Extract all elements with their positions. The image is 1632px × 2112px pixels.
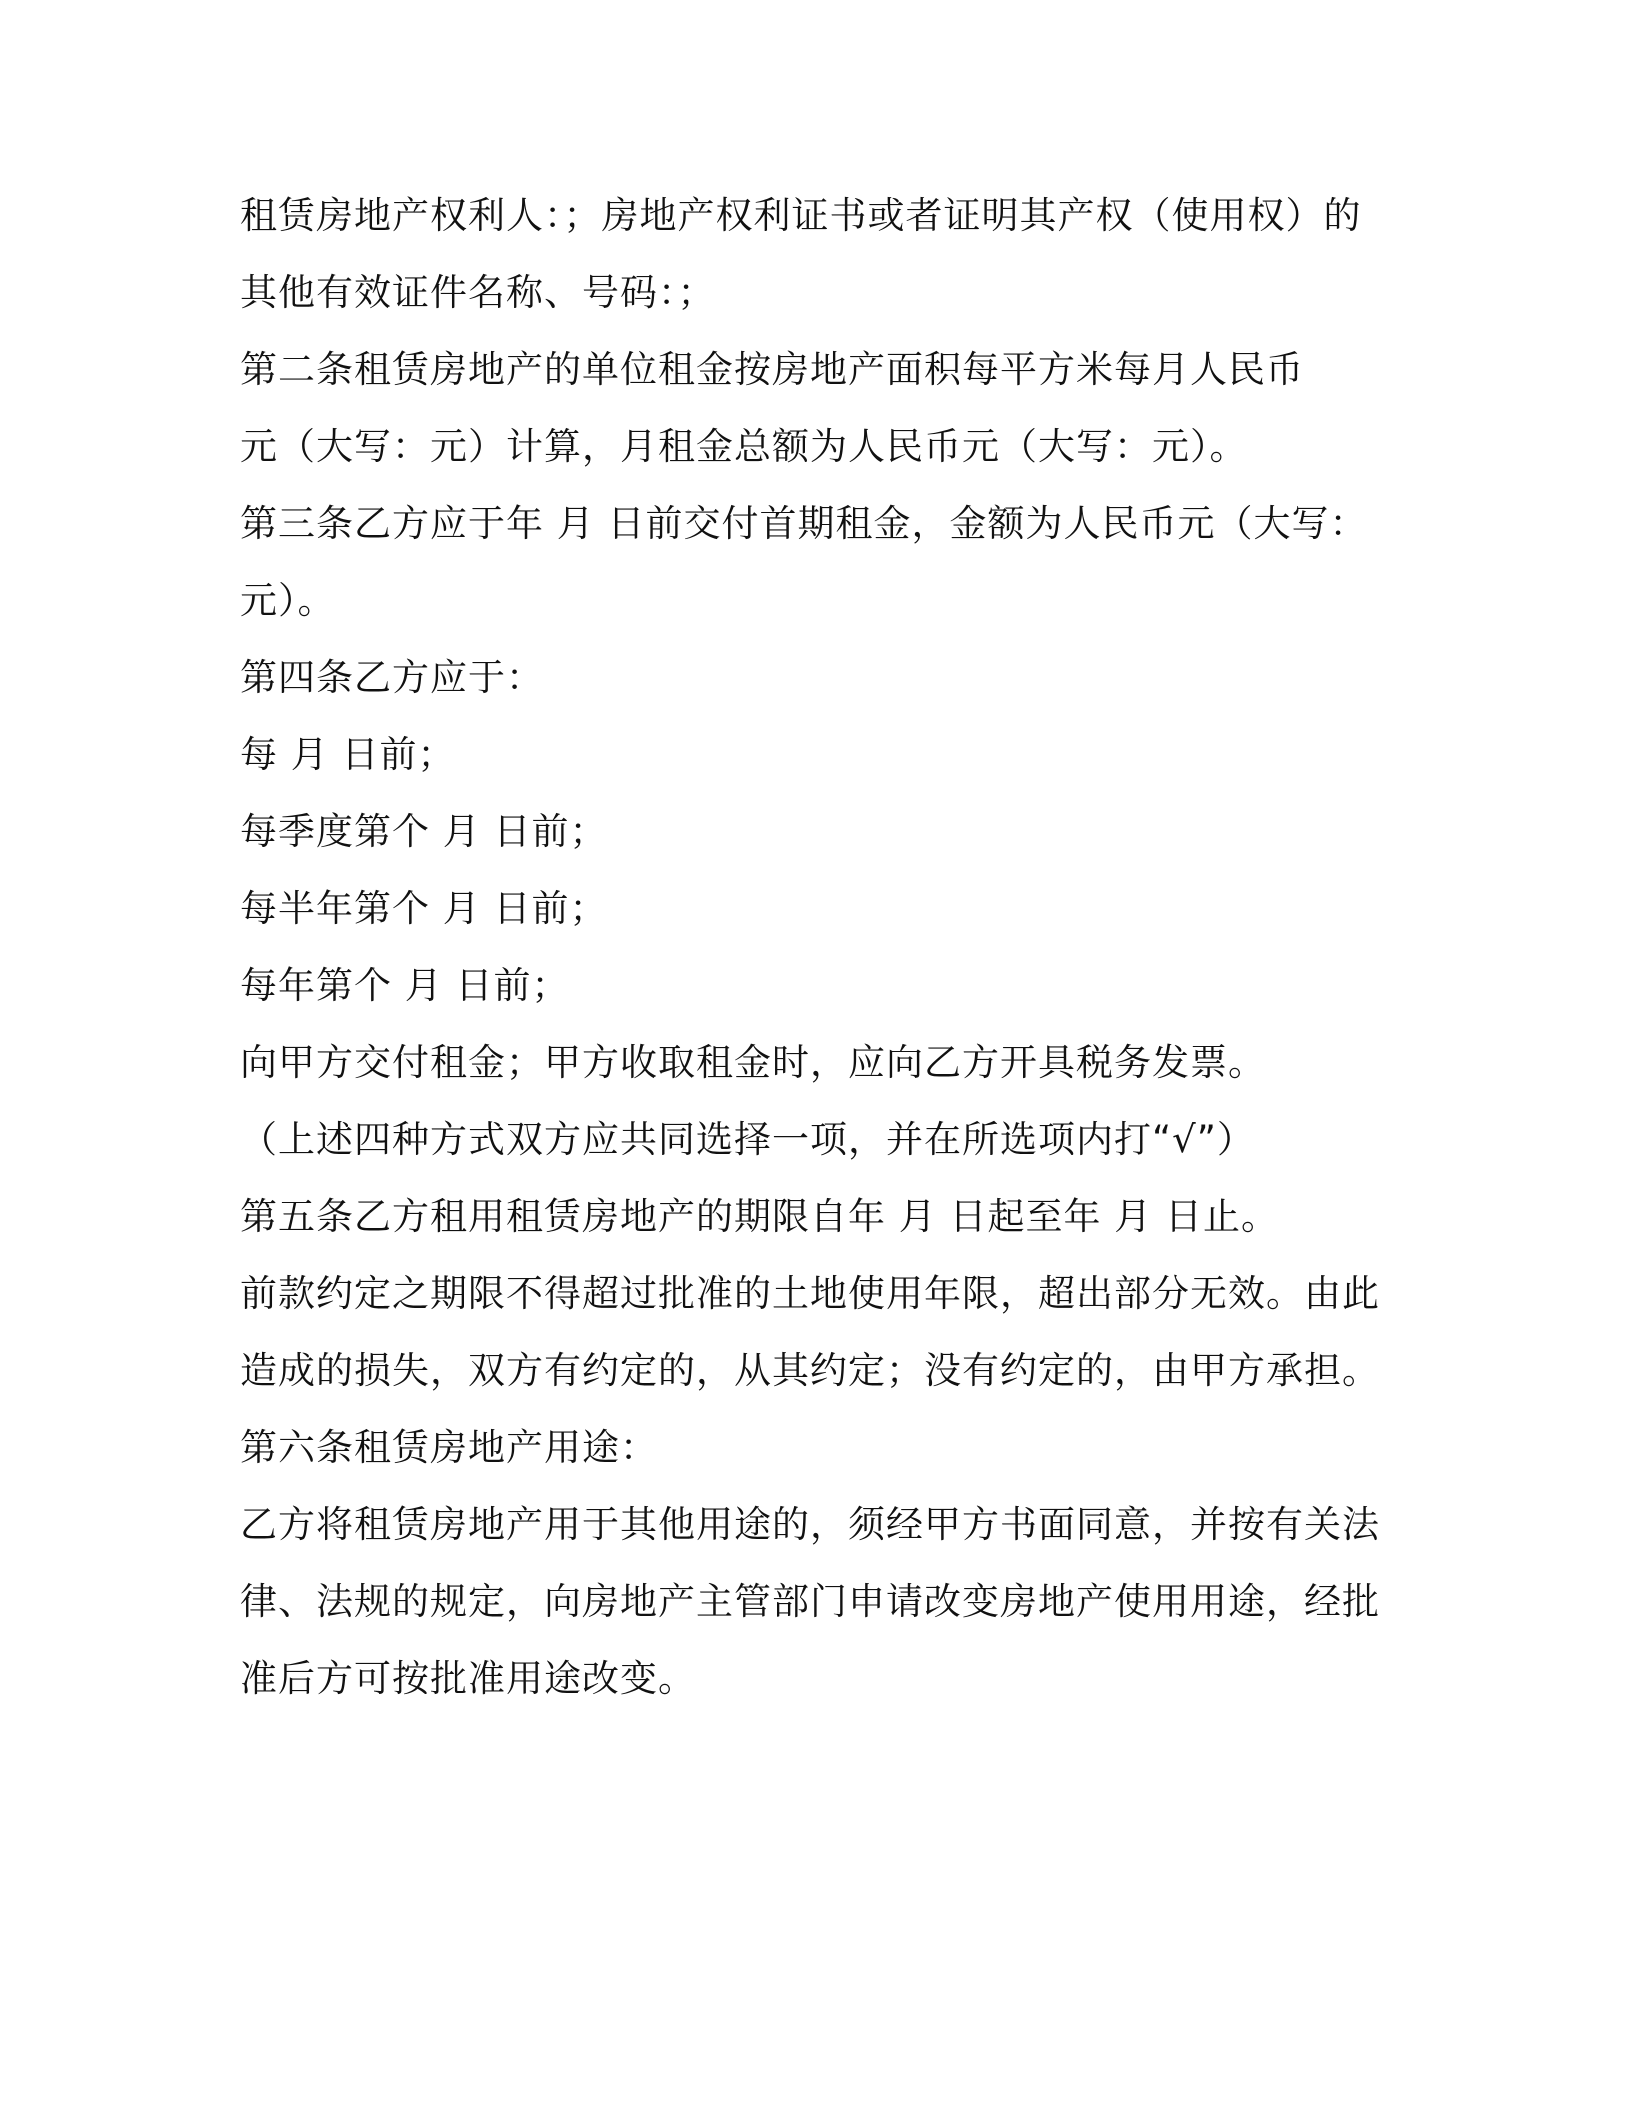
text-line: 第三条乙方应于年 月 日前交付首期租金，金额为人民币元（大写： <box>240 502 1368 545</box>
text-line: 第四条乙方应于： <box>240 656 544 699</box>
text-line: （上述四种方式双方应共同选择一项，并在所选项内打“√”） <box>240 1118 1255 1161</box>
text-line: 前款约定之期限不得超过批准的土地使用年限，超出部分无效。由此 <box>240 1272 1380 1315</box>
text-line: 元（大写：元）计算，月租金总额为人民币元（大写：元）。 <box>240 425 1248 468</box>
text-line: 其他有效证件名称、号码：； <box>240 271 716 314</box>
text-line: 造成的损失，双方有约定的，从其约定；没有约定的，由甲方承担。 <box>240 1349 1380 1392</box>
text-line: 第五条乙方租用租赁房地产的期限自年 月 日起至年 月 日止。 <box>240 1195 1280 1238</box>
text-line: 每年第个 月 日前； <box>240 964 570 1007</box>
text-line: 每 月 日前； <box>240 733 456 776</box>
text-line: 向甲方交付租金；甲方收取租金时，应向乙方开具税务发票。 <box>240 1041 1266 1084</box>
text-line: 准后方可按批准用途改变。 <box>240 1657 696 1700</box>
text-line: 每季度第个 月 日前； <box>240 810 608 853</box>
text-line: 元）。 <box>240 579 336 622</box>
text-line: 每半年第个 月 日前； <box>240 887 608 930</box>
text-line: 律、法规的规定，向房地产主管部门申请改变房地产使用用途，经批 <box>240 1580 1380 1623</box>
text-line: 租赁房地产权利人：；房地产权利证书或者证明其产权（使用权）的 <box>240 194 1362 237</box>
text-line: 乙方将租赁房地产用于其他用途的，须经甲方书面同意，并按有关法 <box>240 1503 1380 1546</box>
text-line: 第二条租赁房地产的单位租金按房地产面积每平方米每月人民币 <box>240 348 1304 391</box>
text-line: 第六条租赁房地产用途： <box>240 1426 658 1469</box>
document-body <box>240 188 1400 1728</box>
